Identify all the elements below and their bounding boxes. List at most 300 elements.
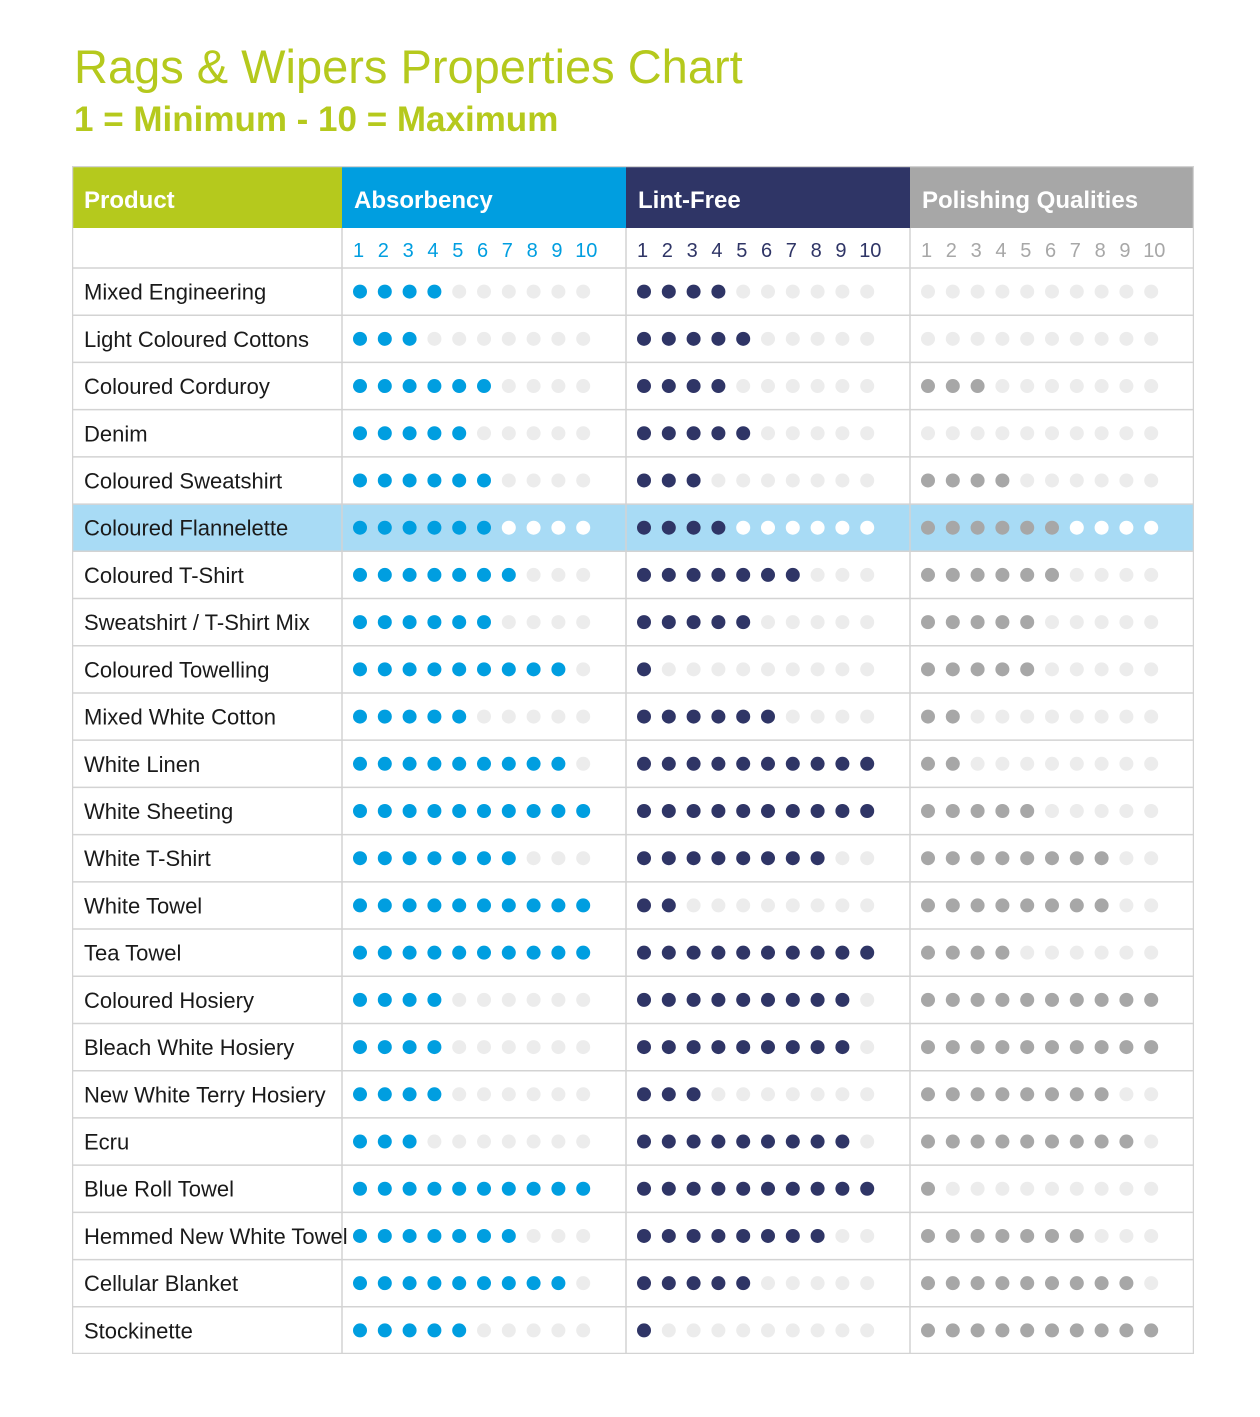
polishing-dot-filled [1020,804,1034,818]
polishing-dot-empty [1144,1276,1158,1290]
lint-free-dot-empty [811,332,825,346]
polishing-dot-empty [1045,426,1059,440]
polishing-dot-filled [946,898,960,912]
product-name: Blue Roll Towel [84,1176,235,1202]
polishing-dot-filled [971,851,985,865]
absorbency-dot-filled [427,1323,441,1337]
absorbency-dot-filled [576,1182,590,1196]
lint-free-dot-empty [786,426,800,440]
polishing-dot-empty [1144,473,1158,487]
polishing-dot-empty [1070,615,1084,629]
absorbency-dot-filled [502,1182,516,1196]
absorbency-dot-filled [551,1276,565,1290]
absorbency-dot-empty [576,710,590,724]
lint-free-dot-filled [736,615,750,629]
absorbency-dot-empty [477,1135,491,1149]
polishing-dot-filled [1119,1276,1133,1290]
polishing-dot-empty [1095,1229,1109,1243]
scale-label-lint-free-5: 5 [736,240,748,262]
lint-free-dot-filled [687,1135,701,1149]
lint-free-dot-empty [736,521,750,535]
absorbency-dot-empty [551,710,565,724]
lint-free-dot-empty [761,521,775,535]
absorbency-dot-filled [502,898,516,912]
polishing-dot-empty [1144,568,1158,582]
absorbency-dot-empty [502,379,516,393]
lint-free-dot-empty [835,898,849,912]
absorbency-dot-filled [403,757,417,771]
lint-free-dot-empty [761,1276,775,1290]
polishing-dot-empty [1144,946,1158,960]
product-name: Coloured T-Shirt [84,562,244,588]
polishing-dot-empty [1144,426,1158,440]
lint-free-dot-filled [786,1182,800,1196]
absorbency-dot-filled [353,1229,367,1243]
absorbency-dot-empty [527,1323,541,1337]
lint-free-dot-filled [711,1040,725,1054]
absorbency-dot-filled [477,851,491,865]
polishing-dot-filled [1119,1135,1133,1149]
absorbency-dot-filled [576,804,590,818]
polishing-dot-filled [1020,1040,1034,1054]
absorbency-dot-empty [576,1276,590,1290]
polishing-dot-filled [946,473,960,487]
lint-free-dot-empty [761,332,775,346]
absorbency-dot-empty [527,285,541,299]
absorbency-dot-filled [427,521,441,535]
polishing-dot-empty [1095,1182,1109,1196]
polishing-dot-empty [921,332,935,346]
lint-free-dot-filled [711,379,725,393]
absorbency-dot-empty [576,568,590,582]
absorbency-dot-filled [427,804,441,818]
polishing-dot-empty [1095,804,1109,818]
polishing-dot-empty [1020,710,1034,724]
lint-free-dot-filled [786,1040,800,1054]
absorbency-dot-filled [477,615,491,629]
polishing-dot-empty [1070,710,1084,724]
absorbency-dot-empty [452,1087,466,1101]
polishing-dot-filled [1045,1135,1059,1149]
lint-free-dot-empty [860,285,874,299]
absorbency-dot-empty [551,1229,565,1243]
lint-free-dot-filled [736,426,750,440]
lint-free-dot-filled [711,426,725,440]
properties-table-svg [72,166,1194,1354]
product-name: White Towel [84,893,203,919]
polishing-dot-empty [1119,898,1133,912]
polishing-dot-empty [1020,379,1034,393]
polishing-dot-empty [1045,1182,1059,1196]
lint-free-dot-filled [637,851,651,865]
lint-free-dot-empty [811,568,825,582]
product-name: White Sheeting [84,799,234,824]
lint-free-dot-filled [637,332,651,346]
polishing-dot-empty [1144,332,1158,346]
absorbency-dot-filled [427,946,441,960]
scale-label-absorbency-10: 10 [575,240,598,262]
lint-free-dot-empty [835,1276,849,1290]
polishing-dot-empty [1020,473,1034,487]
polishing-dot-filled [1045,1229,1059,1243]
polishing-dot-filled [1020,1135,1034,1149]
polishing-dot-empty [971,1182,985,1196]
scale-label-lint-free-10: 10 [859,240,882,262]
absorbency-dot-empty [576,757,590,771]
polishing-dot-empty [1020,757,1034,771]
lint-free-dot-filled [711,1276,725,1290]
absorbency-dot-empty [502,285,516,299]
polishing-dot-empty [995,1182,1009,1196]
lint-free-dot-empty [761,1087,775,1101]
polishing-dot-empty [1119,710,1133,724]
lint-free-dot-filled [687,851,701,865]
scale-label-lint-free-1: 1 [637,240,649,262]
absorbency-dot-filled [403,1135,417,1149]
absorbency-dot-filled [502,662,516,676]
lint-free-dot-filled [835,1040,849,1054]
polishing-dot-filled [995,1087,1009,1101]
absorbency-dot-filled [378,332,392,346]
lint-free-header-label: Lint-Free [638,187,741,214]
absorbency-dot-empty [576,1229,590,1243]
scale-label-lint-free-3: 3 [686,240,698,262]
polishing-dot-filled [971,1229,985,1243]
absorbency-dot-filled [353,379,367,393]
polishing-dot-filled [1045,568,1059,582]
polishing-dot-filled [1095,1087,1109,1101]
absorbency-dot-filled [452,851,466,865]
polishing-dot-empty [946,1182,960,1196]
absorbency-dot-empty [551,1087,565,1101]
polishing-dot-empty [1119,521,1133,535]
absorbency-dot-filled [353,521,367,535]
polishing-dot-empty [1070,804,1084,818]
absorbency-dot-filled [378,568,392,582]
lint-free-dot-filled [711,332,725,346]
lint-free-dot-filled [637,1323,651,1337]
polishing-dot-filled [995,1135,1009,1149]
lint-free-dot-empty [811,898,825,912]
polishing-dot-filled [1070,851,1084,865]
lint-free-dot-empty [761,898,775,912]
absorbency-dot-empty [576,662,590,676]
polishing-dot-filled [946,993,960,1007]
lint-free-dot-filled [637,1040,651,1054]
lint-free-dot-filled [662,851,676,865]
polishing-dot-filled [995,946,1009,960]
product-name: Sweatshirt / T-Shirt Mix [84,610,310,636]
polishing-dot-empty [1020,946,1034,960]
polishing-dot-empty [1095,662,1109,676]
scale-label-absorbency-4: 4 [427,240,439,262]
absorbency-dot-filled [527,804,541,818]
polishing-dot-filled [1020,615,1034,629]
polishing-dot-filled [995,804,1009,818]
polishing-dot-filled [921,473,935,487]
polishing-dot-empty [995,710,1009,724]
lint-free-dot-filled [662,1040,676,1054]
lint-free-dot-empty [835,710,849,724]
polishing-dot-filled [946,379,960,393]
scale-label-polishing-1: 1 [921,240,933,262]
absorbency-dot-filled [378,1040,392,1054]
lint-free-dot-filled [835,804,849,818]
lint-free-dot-filled [662,710,676,724]
polishing-dot-empty [995,285,1009,299]
absorbency-dot-empty [477,710,491,724]
lint-free-dot-empty [835,615,849,629]
lint-free-dot-filled [687,379,701,393]
absorbency-dot-empty [452,1135,466,1149]
polishing-dot-empty [995,332,1009,346]
lint-free-dot-empty [761,1323,775,1337]
lint-free-dot-filled [637,426,651,440]
lint-free-dot-filled [662,1087,676,1101]
absorbency-dot-filled [477,1229,491,1243]
lint-free-dot-filled [736,710,750,724]
absorbency-dot-filled [477,757,491,771]
polishing-dot-empty [921,426,935,440]
polishing-dot-filled [995,898,1009,912]
polishing-dot-filled [1020,898,1034,912]
polishing-dot-filled [971,898,985,912]
polishing-dot-empty [1095,379,1109,393]
product-name: Coloured Towelling [84,657,270,683]
lint-free-dot-empty [811,1087,825,1101]
polishing-dot-filled [946,1135,960,1149]
scale-label-absorbency-9: 9 [551,240,563,262]
absorbency-dot-empty [527,710,541,724]
polishing-dot-empty [1020,332,1034,346]
lint-free-dot-empty [736,662,750,676]
polishing-dot-filled [995,662,1009,676]
product-name: Mixed Engineering [84,279,267,305]
lint-free-dot-filled [662,1229,676,1243]
lint-free-dot-filled [786,851,800,865]
absorbency-dot-empty [502,710,516,724]
polishing-dot-empty [1144,1182,1158,1196]
lint-free-dot-filled [835,946,849,960]
absorbency-dot-filled [353,473,367,487]
lint-free-dot-filled [687,946,701,960]
lint-free-dot-filled [711,1229,725,1243]
absorbency-dot-filled [427,1276,441,1290]
absorbency-dot-empty [502,993,516,1007]
polishing-dot-filled [946,1040,960,1054]
polishing-dot-empty [1119,1182,1133,1196]
absorbency-dot-filled [452,898,466,912]
lint-free-dot-filled [811,757,825,771]
polishing-dot-filled [1095,898,1109,912]
lint-free-dot-filled [736,568,750,582]
polishing-dot-empty [1144,521,1158,535]
product-name: Coloured Hosiery [84,987,254,1013]
lint-free-dot-filled [662,615,676,629]
polishing-dot-empty [1045,804,1059,818]
absorbency-dot-filled [403,615,417,629]
absorbency-dot-empty [551,1323,565,1337]
lint-free-dot-filled [662,993,676,1007]
polishing-dot-empty [1144,804,1158,818]
absorbency-dot-filled [403,332,417,346]
lint-free-dot-empty [786,710,800,724]
polishing-dot-filled [995,521,1009,535]
absorbency-dot-filled [378,993,392,1007]
lint-free-dot-filled [761,851,775,865]
lint-free-dot-filled [637,1087,651,1101]
lint-free-dot-empty [835,426,849,440]
lint-free-dot-filled [687,1182,701,1196]
absorbency-dot-filled [403,662,417,676]
scale-label-absorbency-7: 7 [501,240,513,262]
polishing-dot-empty [1144,1229,1158,1243]
lint-free-dot-empty [811,426,825,440]
polishing-dot-filled [921,851,935,865]
lint-free-dot-filled [736,1135,750,1149]
lint-free-dot-empty [860,1087,874,1101]
absorbency-dot-filled [452,568,466,582]
lint-free-dot-filled [835,1135,849,1149]
absorbency-dot-empty [551,568,565,582]
absorbency-dot-empty [527,1040,541,1054]
polishing-dot-empty [1119,332,1133,346]
absorbency-dot-filled [403,993,417,1007]
polishing-dot-filled [995,1276,1009,1290]
product-name: Stockinette [84,1318,193,1344]
absorbency-dot-filled [452,804,466,818]
lint-free-dot-filled [637,898,651,912]
lint-free-dot-empty [711,898,725,912]
lint-free-dot-empty [835,285,849,299]
scale-label-lint-free-6: 6 [761,240,773,262]
scale-label-lint-free-8: 8 [810,240,822,262]
absorbency-dot-filled [527,662,541,676]
lint-free-dot-empty [860,1040,874,1054]
absorbency-dot-empty [551,379,565,393]
polishing-dot-empty [1119,851,1133,865]
lint-free-dot-empty [860,1135,874,1149]
polishing-dot-filled [1045,898,1059,912]
lint-free-dot-filled [662,1276,676,1290]
lint-free-dot-empty [835,851,849,865]
polishing-dot-filled [1045,521,1059,535]
lint-free-dot-filled [637,1276,651,1290]
lint-free-dot-empty [811,1323,825,1337]
lint-free-dot-empty [786,1276,800,1290]
lint-free-dot-filled [786,1135,800,1149]
polishing-dot-empty [1070,473,1084,487]
polishing-dot-filled [946,1276,960,1290]
polishing-dot-filled [1020,1276,1034,1290]
polishing-dot-filled [971,568,985,582]
lint-free-dot-filled [662,473,676,487]
absorbency-dot-empty [452,993,466,1007]
lint-free-dot-filled [786,1229,800,1243]
lint-free-dot-empty [835,379,849,393]
absorbency-dot-empty [477,1323,491,1337]
absorbency-dot-empty [527,473,541,487]
absorbency-dot-empty [527,1229,541,1243]
polishing-dot-empty [1095,285,1109,299]
lint-free-dot-empty [662,1323,676,1337]
polishing-dot-empty [1144,710,1158,724]
absorbency-dot-empty [502,473,516,487]
polishing-dot-empty [1045,757,1059,771]
absorbency-dot-empty [477,285,491,299]
polishing-dot-filled [1095,1276,1109,1290]
absorbency-dot-filled [378,662,392,676]
polishing-dot-filled [946,804,960,818]
absorbency-dot-filled [353,568,367,582]
absorbency-dot-filled [551,946,565,960]
polishing-dot-filled [995,993,1009,1007]
polishing-dot-empty [1144,379,1158,393]
lint-free-dot-empty [786,1087,800,1101]
lint-free-dot-filled [662,757,676,771]
absorbency-dot-filled [403,1276,417,1290]
lint-free-dot-filled [736,332,750,346]
polishing-dot-filled [946,757,960,771]
scale-label-polishing-6: 6 [1045,240,1057,262]
absorbency-dot-filled [527,1182,541,1196]
lint-free-dot-empty [860,473,874,487]
lint-free-dot-empty [835,473,849,487]
polishing-dot-filled [1144,993,1158,1007]
absorbency-dot-empty [576,473,590,487]
lint-free-dot-filled [662,332,676,346]
lint-free-dot-empty [835,521,849,535]
polishing-dot-empty [1119,946,1133,960]
absorbency-dot-filled [551,757,565,771]
polishing-dot-empty [995,757,1009,771]
polishing-dot-filled [1020,521,1034,535]
lint-free-dot-filled [662,1135,676,1149]
scale-label-polishing-3: 3 [970,240,982,262]
lint-free-dot-empty [761,615,775,629]
polishing-dot-empty [1070,379,1084,393]
polishing-dot-filled [971,1276,985,1290]
absorbency-dot-empty [477,1040,491,1054]
absorbency-dot-empty [527,993,541,1007]
polishing-dot-empty [971,332,985,346]
polishing-dot-filled [946,568,960,582]
lint-free-dot-filled [711,615,725,629]
polishing-dot-empty [995,426,1009,440]
absorbency-dot-empty [527,379,541,393]
absorbency-dot-filled [427,615,441,629]
product-name: White T-Shirt [84,846,211,872]
polishing-dot-empty [1070,1182,1084,1196]
lint-free-dot-filled [687,757,701,771]
polishing-dot-filled [1095,851,1109,865]
absorbency-dot-empty [527,615,541,629]
absorbency-dot-filled [477,1276,491,1290]
absorbency-dot-filled [477,804,491,818]
absorbency-dot-filled [378,1135,392,1149]
lint-free-dot-filled [687,473,701,487]
polishing-dot-filled [921,1276,935,1290]
absorbency-dot-empty [576,1135,590,1149]
absorbency-dot-filled [427,757,441,771]
polishing-dot-empty [1119,804,1133,818]
absorbency-dot-filled [427,379,441,393]
polishing-dot-filled [1045,1276,1059,1290]
polishing-dot-filled [921,615,935,629]
lint-free-dot-filled [637,662,651,676]
absorbency-dot-filled [378,379,392,393]
absorbency-dot-filled [353,615,367,629]
